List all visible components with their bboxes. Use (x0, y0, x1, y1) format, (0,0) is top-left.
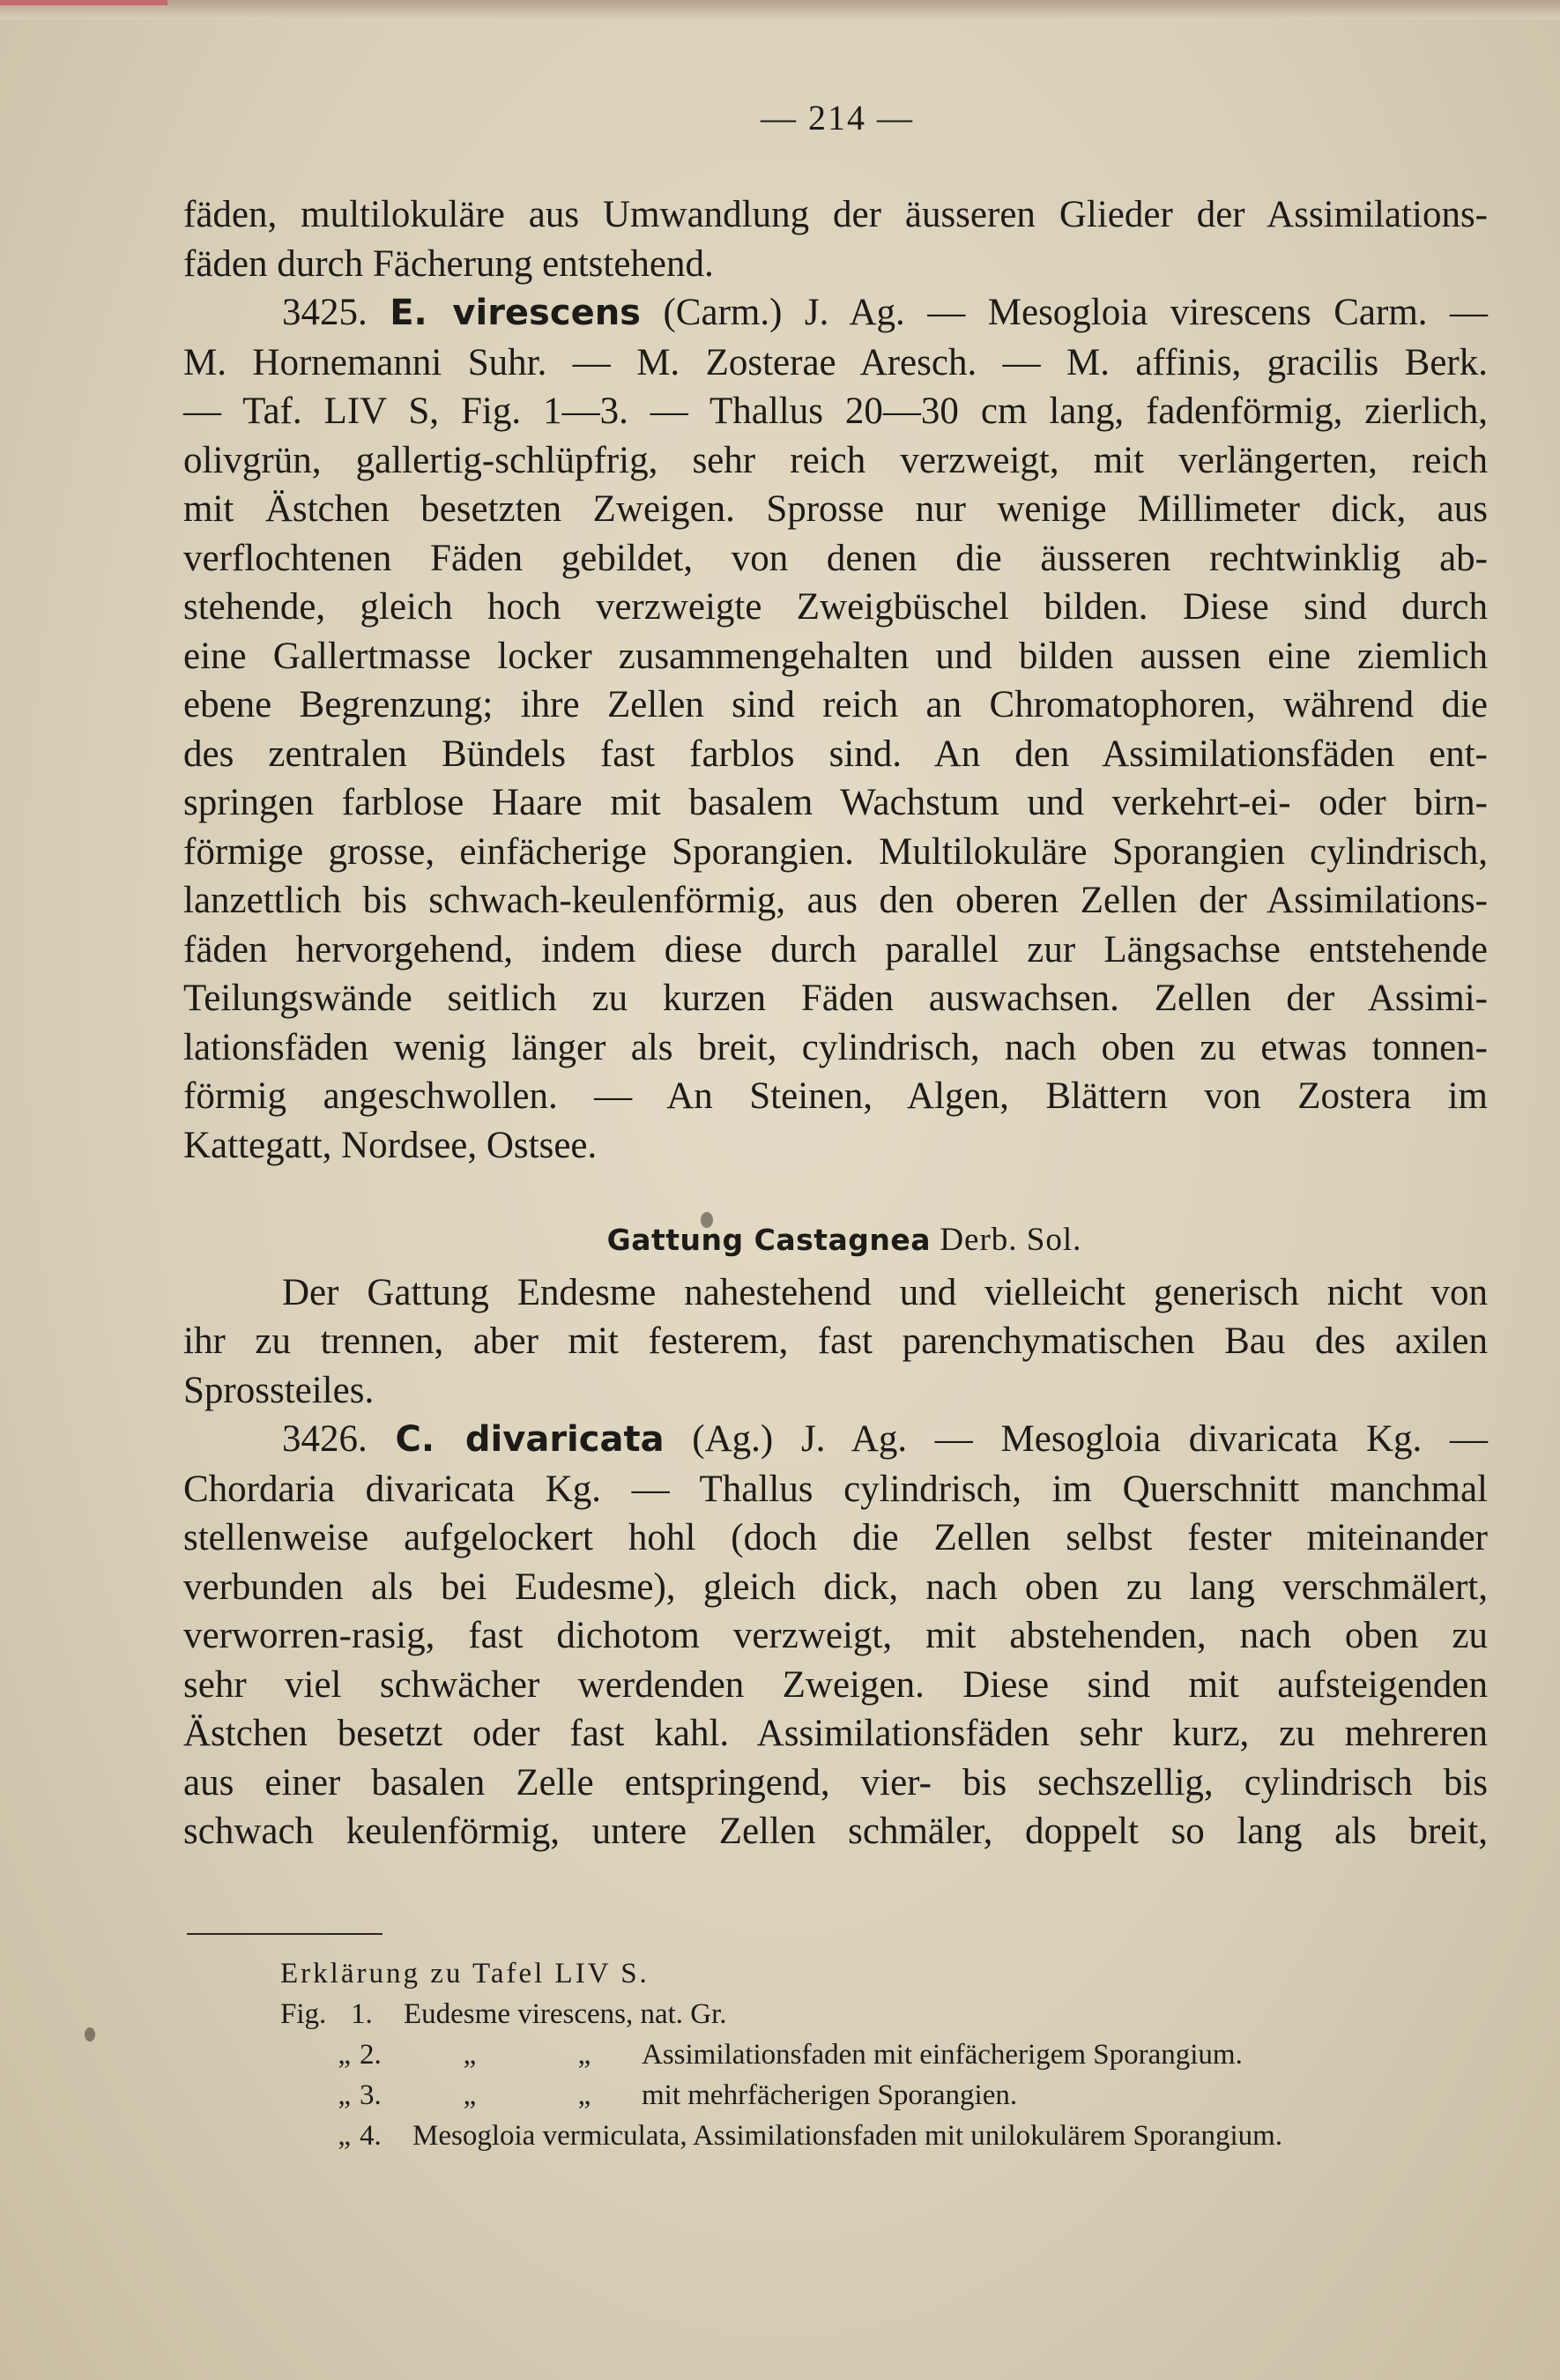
text-fragment: (Ag.) J. Ag. — Mesogloia divaricata Kg. — (664, 1418, 1488, 1460)
paragraph-continuation (183, 190, 1488, 288)
figure-caption-row (280, 2075, 1497, 2116)
main-text (183, 190, 1488, 1856)
ink-speck (85, 2027, 95, 2042)
text-line: Der Gattung Endesme nahestehend und vielleicht generisch nicht von (282, 1271, 1488, 1313)
text-line: stehende, gleich hoch verzweigte Zweigbüschel bilden. Diese sind durch (183, 586, 1488, 628)
text-line: sehr viel schwächer werdenden Zweigen. Diese sind mit aufsteigenden (183, 1663, 1488, 1706)
text-line: verworren-rasig, fast dichotom verzweigt, mit abstehenden, nach oben zu (183, 1615, 1488, 1656)
figure-caption: Eudesme virescens, nat. Gr. (404, 1998, 727, 2030)
text-line: mit Ästchen besetzten Zweigen. Sprosse nur wenige Millimeter dick, aus (183, 488, 1488, 530)
figure-caption-row (280, 1994, 1497, 2034)
plate-explanation-title: Erklärung zu Tafel LIV S. (280, 1958, 650, 1990)
ditto-mark: „ (338, 2079, 351, 2111)
text-line: Ästchen besetzt oder fast kahl. Assimilationsfäden sehr kurz, zu mehreren (183, 1713, 1488, 1754)
text-line: des zentralen Bündels fast farblos sind. An den Assimilationsfäden ent- (183, 733, 1488, 775)
figure-prefix: Fig. (280, 1998, 327, 2030)
text-line: förmige grosse, einfächerige Sporangien. Multilokuläre Sporangien cylindrisch, (183, 830, 1488, 873)
text-line: verbunden als bei Eudesme), gleich dick, nach oben zu lang verschmälert, (183, 1566, 1488, 1608)
text-line: fäden hervorgehend, indem diese durch parallel zur Längsachse entstehende (183, 928, 1488, 971)
page-top-edge (0, 0, 1560, 19)
species-entry-3425 (183, 288, 1488, 1170)
text-line: eine Gallertmasse locker zusammengehalten und bilden aussen eine ziemlich (183, 635, 1488, 677)
text-line: verflochtenen Fäden gebildet, von denen die äusseren rechtwinklig ab- (183, 537, 1488, 579)
text-line: schwach keulenförmig, untere Zellen schmäler, doppelt so lang als breit, (183, 1811, 1488, 1852)
ditto-mark: „ (338, 2039, 351, 2071)
genus-title: Gattung Castagnea (606, 1223, 932, 1257)
figure-caption: Assimilationsfaden mit einfächerigem Sporangium. (642, 2039, 1243, 2071)
footnote-rule (187, 1933, 383, 1935)
figure-number: 3. (360, 2079, 382, 2111)
species-number: 3426. (282, 1418, 368, 1460)
text-line: Chordaria divaricata Kg. — Thallus cylindrisch, im Querschnitt manchmal (183, 1468, 1488, 1510)
ditto-mark: „ (577, 2039, 591, 2071)
text-line: lationsfäden wenig länger als breit, cylindrisch, nach oben zu etwas tonnen- (183, 1026, 1488, 1068)
species-number: 3425. (282, 292, 368, 333)
text-line: M. Hornemanni Suhr. — M. Zosterae Aresch. — M. affinis, gracilis Berk. (183, 341, 1488, 383)
text-line: fäden, multilokuläre aus Umwandlung der äusseren Glieder der Assimilations- (183, 194, 1488, 235)
figure-number: 4. (360, 2120, 382, 2152)
genus-heading (183, 1214, 1488, 1265)
text-line: Sprossteiles. (183, 1369, 375, 1411)
genus-description (183, 1268, 1488, 1416)
ditto-mark: „ (577, 2079, 591, 2111)
species-name: C. divaricata (395, 1419, 665, 1460)
text-line: Teilungswände seitlich zu kurzen Fäden auswachsen. Zellen der Assimi- (183, 978, 1488, 1019)
figure-caption: Mesogloia vermiculata, Assimilationsfaden mit unilokulärem Sporangium. (412, 2120, 1283, 2152)
text-line: lanzettlich bis schwach-keulenförmig, aus den oberen Zellen der Assimilations- (183, 880, 1488, 921)
genus-author: Derb. Sol. (931, 1222, 1082, 1258)
species-name: E. virescens (390, 293, 641, 333)
text-line: aus einer basalen Zelle entspringend, vier- bis sechszellig, cylindrisch bis (183, 1761, 1488, 1804)
figure-caption-row (280, 2116, 1497, 2156)
text-line: ebene Begrenzung; ihre Zellen sind reich an Chromatophoren, während die (183, 684, 1488, 725)
species-entry-3426 (183, 1415, 1488, 1856)
text-fragment: (Carm.) J. Ag. — Mesogloia virescens Carm. — (641, 292, 1489, 333)
ditto-mark: „ (463, 2079, 477, 2111)
text-line (183, 288, 1488, 338)
page-number: — 214 — (761, 98, 914, 138)
text-line: springen farblose Haare mit basalem Wachstum und verkehrt-ei- oder birn- (183, 782, 1488, 823)
text-line (183, 1415, 1488, 1465)
text-line: ihr zu trennen, aber mit festerem, fast parenchymatischen Bau des axilen (183, 1320, 1488, 1362)
text-line: fäden durch Fächerung entstehend. (183, 242, 714, 285)
ditto-mark: „ (463, 2039, 477, 2071)
text-line: Kattegatt, Nordsee, Ostsee. (183, 1124, 598, 1166)
text-line: olivgrün, gallertig-schlüpfrig, sehr reich verzweigt, mit verlängerten, reich (183, 439, 1488, 481)
text-line: — Taf. LIV S, Fig. 1—3. — Thallus 20—30 cm lang, fadenförmig, zierlich, (183, 390, 1488, 432)
plate-explanation (280, 1953, 1497, 2156)
text-line: stellenweise aufgelockert hohl (doch die Zellen selbst fester miteinander (183, 1517, 1488, 1558)
figure-caption-row (280, 2034, 1497, 2075)
text-line: förmig angeschwollen. — An Steinen, Algen, Blättern von Zostera im (183, 1075, 1488, 1117)
figure-number: 2. (360, 2039, 382, 2071)
figure-number: 1. (351, 1998, 373, 2030)
figure-caption: mit mehrfächerigen Sporangien. (642, 2079, 1018, 2111)
ditto-mark: „ (338, 2120, 351, 2152)
